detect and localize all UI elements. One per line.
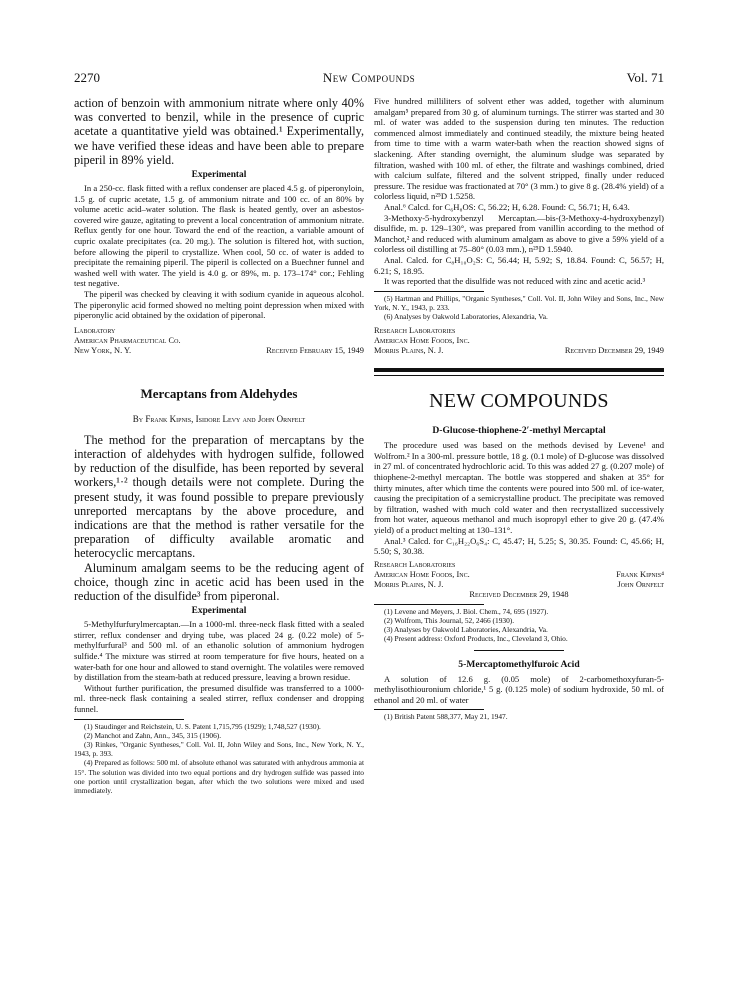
experimental-paragraph: Without further purification, the presumed disulfide was transferred to a 1000-ml. three-neck flask containing a sealed stirrer, reflux condenser and dropping funnel. (74, 682, 364, 714)
experimental-heading: Experimental (191, 606, 247, 617)
signature-row (374, 560, 664, 570)
footnote: (1) British Patent 588,377, May 21, 1947. (384, 712, 508, 722)
footnote: (3) Analyses by Oakwold Laboratories, Alexandria, Va. (384, 625, 548, 635)
footnote-rule (374, 604, 484, 605)
experimental-paragraph: 5-Methylfurfurylmercaptan.—In a 1000-ml. three-neck flask fitted with a sealed stirrer, reflux condenser and drying tube, was placed 24 g. (0.22 mole) of 5-methylfurfural³ and 500 ml. of an ethanolic solution of ammonium hydrogen sulfide.⁴ The mixture was stirred at room temperature for five hours, heated on a water-bath for one hour and allowed to stand overnight. The volatiles were removed by distillation from the steam-bath at reduced pressure, leaving a brown residue. (74, 619, 364, 683)
footnote-rule (374, 709, 484, 710)
page-number: 2270 (74, 70, 100, 85)
separator-rule (474, 650, 564, 651)
footnote: (1) Staudinger and Reichstein, U. S. Patent 1,715,795 (1929); 1,748,527 (1930). (84, 721, 321, 731)
footnote: (2) Manchot and Zahn, Ann., 345, 315 (1906). (84, 730, 222, 740)
section-divider (374, 368, 664, 376)
body-paragraph: It was reported that the disulfide was not reduced with zinc and acetic acid.³ (384, 276, 646, 287)
article-title: Mercaptans from Aldehydes (140, 385, 298, 401)
company-line: American Pharmaceutical Co. (74, 335, 181, 345)
intro-paragraph: action of benzoin with ammonium nitrate where only 40% was converted to benzil, while in the presence of cupric acetate a quantitative yield was obtained.¹ Experimentally, we have verified these ideas and have been able to prepare piperil in 89% yield. (74, 96, 364, 167)
section-title: NEW COMPOUNDS (429, 390, 609, 413)
experimental-paragraph: In a 250-cc. flask fitted with a reflux condenser are placed 4.5 g. of piperonyloin, 1.5 g. of cupric acetate, 1.5 g. of ammonium nitrate and 100 cc. of an 80% by volume acetic acid–water solution. The flask is heated gently, over an asbestos-covered wire gauze, agitating to prevent a local concentration of ammonium nitrate. Reflux gently for one hour. Toward the end of the reaction, a variable amount of cupric oxalate precipitates (ca. 20 mg.). The solution is filtered hot, with suction, before allowing the piperil to crystallize. When cool, 50 cc. of water is added to precipitate the remaining piperil. The piperil is collected on a Buechner funnel and washed well with water. The yield is 4.0 g. or 89%, m. p. 173–174° cor.; Fehling test negative. (74, 183, 364, 289)
compound-title: 5-Mercaptomethylfuroic Acid (458, 658, 580, 670)
compound-title: D-Glucose-thiophene-2′-methyl Mercaptal (432, 425, 606, 437)
experimental-heading: Experimental (191, 170, 247, 181)
analysis-line: Anal.⁶ Calcd. for C₆H₈OS: C, 56.22; H, 6.28. Found: C, 56.71; H, 6.43. (384, 201, 630, 212)
received-date: Received February 15, 1949 (266, 345, 364, 355)
footnote: (3) Rinkes, "Organic Syntheses," Coll. Vol. II, John Wiley and Sons, Inc., New York, N. Y., 1943, p. 393. (74, 739, 364, 759)
author-byline: By Frank Kipnis, Isidore Levy and John Ornfelt (132, 413, 306, 424)
author-name: Frank Kipnis⁴ (616, 569, 664, 579)
city-line: Morris Plains, N. J. (374, 579, 444, 589)
experimental-paragraph: The procedure used was based on the methods devised by Levene¹ and Wolfrom.² In a 300-ml. pressure bottle, 18 g. (0.1 mole) of D-glucose was dissolved in 27 ml. of concentrated hydrochloric acid. To this was added 27 g. (0.207 mole) of thiophene-2-methyl mercaptan. The bottle was stoppered and shaken at 35° for thirty minutes, after which time the contents were poured into 500 ml. of ice-water, causing the precipitation of a semicrystalline product. The precipitate was removed by filtration, washed with much cold water and then recrystallized successively from hot water, aqueous methanol and much isopropyl ether to give 20 g. (47.4% yield) of a product melting at 130–131°. (374, 440, 664, 536)
page-header (74, 70, 664, 86)
footnote-rule (374, 291, 484, 292)
footnote-rule (74, 719, 184, 720)
signature-row (374, 570, 664, 580)
footnote: (6) Analyses by Oakwold Laboratories, Alexandria, Va. (384, 312, 548, 322)
body-paragraph: The method for the preparation of mercaptans by the interaction of aldehydes with hydrogen sulfide, followed by reduction of the disulfide, has been reported by several workers,¹·² though details were not complete. During the present study, it was found possible to prepare previously unreported mercaptans by the above procedure, and indications are that the method is rather versatile for the preparation of difficulty available aromatic and heterocyclic mercaptans. (74, 432, 364, 561)
received-date: Received December 29, 1949 (564, 346, 664, 356)
laboratory-line: Research Laboratories (374, 326, 456, 336)
received-date: Received December 29, 1948 (469, 589, 569, 599)
right-column (374, 96, 664, 722)
journal-section-title: New Compounds (322, 70, 416, 85)
volume-number: Vol. 71 (626, 70, 664, 85)
laboratory-line: Laboratory (74, 325, 116, 335)
analysis-line: Anal. Calcd. for C₈H₁₀O₂S: C, 56.44; H, 5.92; S, 18.84. Found: C, 56.57; H, 6.21; S, 18.95. (374, 254, 664, 276)
body-paragraph: Five hundred milliliters of solvent ether was added, together with aluminum amalgam⁵ prepared from 30 g. of aluminum turnings. The stirrer was started and 30 ml. of water was added to the suspension during ten minutes. The reduction commenced almost immediately and continued steadily, the mixture being heated from time to time with a warm water-bath when the reaction showed signs of slackening. After standing overnight, the aluminum sludge was separated by filtration, washed with 100 ml. of ether, the filtrate and washings combined, dried with calcium sulfate, filtered and the solvent stripped, finally under reduced pressure. The residue was fractionated at 70° (3 mm.) to give 8 g. (28.4% yield) of a colorless liquid, n²⁵D 1.5258. (374, 96, 664, 202)
footnote: (2) Wolfrom, This Journal, 52, 2466 (1930). (384, 616, 515, 626)
experimental-paragraph: A solution of 12.6 g. (0.05 mole) of 2-carbomethoxyfuran-5-methylisothiouronium chloride,¹ 5 g. (0.125 mole) of sodium hydroxide, 50 ml. of ethanol and 20 ml. of water (374, 673, 664, 705)
experimental-paragraph: The piperil was checked by cleaving it with sodium cyanide in aqueous alcohol. The piperonylic acid formed showed no melting point depression when mixed with piperonylic acid obtained by the oxidation of piperonal. (74, 288, 364, 321)
footnote: (4) Present address: Oxford Products, Inc., Cleveland 3, Ohio. (384, 634, 568, 644)
signature-row (374, 580, 664, 590)
author-name: John Ornfelt (617, 579, 664, 589)
body-paragraph: Aluminum amalgam seems to be the reducing agent of choice, though zinc in acetic acid has been used in the reduction of the disulfide³ from piperonal. (74, 560, 364, 603)
footnote: (5) Hartman and Phillips, "Organic Syntheses," Coll. Vol. II, John Wiley and Sons, Inc., New York, N. Y., 1943, p. 233. (374, 293, 664, 312)
experimental-paragraph: 3-Methoxy-5-hydroxybenzyl Mercaptan.—bis-(3-Methoxy-4-hydroxybenzyl) disulfide, m. p. 129–130°, was prepared from vanillin according to the method of Manchot,² and reduced with aluminum amalgam as above to give a 59% yield of a colorless oil distilling at 75–80° (0.03 mm.), n²⁵D 1.5940. (374, 212, 664, 255)
company-line: American Home Foods, Inc. (374, 569, 470, 579)
footnote: (1) Levene and Meyers, J. Biol. Chem., 74, 695 (1927). (384, 606, 549, 616)
footnote: (4) Prepared as follows: 500 ml. of absolute ethanol was saturated with anhydrous ammonia at 15°. The solution was divided into two equal portions and dry hydrogen sulfide was passed into one portion until crystallization began, after which the two solutions were mixed and used immediately. (74, 758, 364, 795)
left-column (74, 96, 364, 795)
laboratory-line: Research Laboratories (374, 559, 456, 569)
city-line: New York, N. Y. (74, 345, 132, 355)
analysis-line: Anal.³ Calcd. for C₁₆H₂₂O₆S₄: C, 45.47; H, 5.25; S, 30.35. Found: C, 45.66; H, 5.50; S, 30.38. (374, 535, 664, 557)
address-received-line (374, 346, 664, 356)
address-received-line (74, 346, 364, 356)
city-line: Morris Plains, N. J. (374, 346, 444, 356)
company-line: American Home Foods, Inc. (374, 336, 470, 346)
